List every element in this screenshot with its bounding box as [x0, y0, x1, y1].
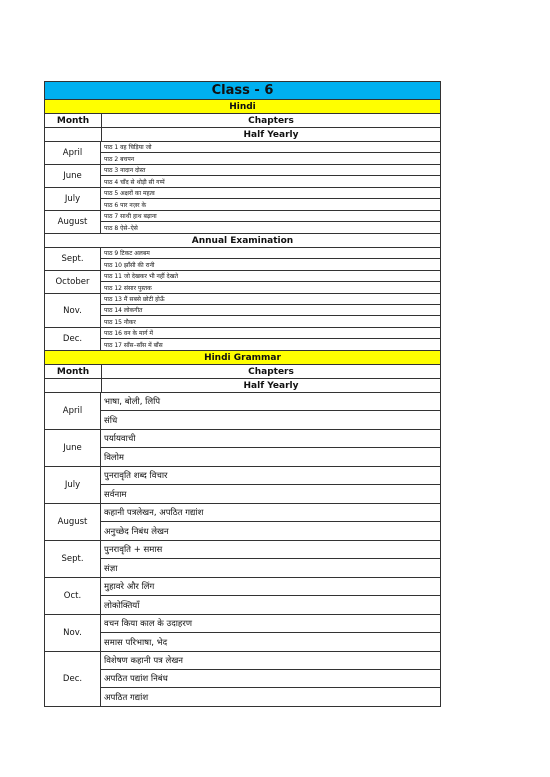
month-group: [44, 328, 441, 351]
chapter-cell: पाठ 9 टिकट अलबम: [101, 248, 440, 259]
chapters-header: Chapters: [248, 366, 294, 377]
chapter-cell: कहानी पत्रलेखन, अपठित गद्यांश: [101, 504, 440, 522]
grammar-heading: Hindi Grammar: [44, 351, 441, 365]
month-group: [44, 271, 441, 294]
month-cell: Dec.: [45, 652, 101, 706]
hindi-column-header: [44, 114, 441, 128]
month-group: [44, 188, 441, 211]
chapter-cell: पाठ 17 साँस–साँस में बाँस: [104, 341, 163, 349]
hindi-annual-groups: [44, 248, 441, 351]
chapter-cell: पाठ 11 जो देखकर भी नहीं देखते: [101, 271, 440, 282]
month-group: [44, 248, 441, 271]
chapter-cell: भाषा, बोली, लिपि: [101, 393, 440, 411]
chapter-cell: पाठ 5 अक्षरों का महत्व: [101, 188, 440, 199]
month-group: [44, 211, 441, 234]
month-group: [44, 504, 441, 541]
chapter-cell: पाठ 16 वन के मार्ग में: [101, 328, 440, 339]
month-group: [44, 430, 441, 467]
annual-exam-label: Annual Examination: [44, 234, 441, 248]
hindi-half-yearly-row: [44, 128, 441, 142]
chapter-cell: पाठ 8 ऐसे–ऐसे: [104, 224, 138, 232]
chapter-cell: पाठ 4 चाँद से थोड़ी सी गप्पें: [104, 178, 165, 186]
syllabus-sheet: [44, 81, 441, 707]
chapter-cell: पाठ 10 झाँसी की रानी: [104, 261, 155, 269]
chapter-cell: संज्ञा: [104, 563, 118, 574]
month-group: [44, 165, 441, 188]
chapter-cell: पर्यायवाची: [101, 430, 440, 448]
month-group: [44, 142, 441, 165]
hindi-half-yearly-groups: [44, 142, 441, 234]
month-cell: June: [45, 165, 101, 187]
grammar-column-header: [44, 365, 441, 379]
chapter-cell: अपठित पद्यांश निबंध: [101, 670, 440, 688]
chapter-cell: पाठ 2 बचपन: [104, 155, 135, 163]
chapter-cell: विलोम: [104, 452, 124, 463]
month-group: [44, 541, 441, 578]
chapter-cell: मुहावरे और लिंग: [101, 578, 440, 596]
chapter-cell: पुनरावृति शब्द विचार: [101, 467, 440, 485]
month-cell: April: [45, 393, 101, 429]
chapter-cell: पाठ 14 लोकगीत: [101, 305, 440, 316]
chapter-cell: लोकोक्तियाँ: [104, 600, 140, 611]
chapter-cell: अपठित गद्यांश: [104, 692, 149, 703]
month-cell: Sept.: [45, 541, 101, 577]
chapter-cell: सर्वनाम: [104, 489, 127, 500]
month-cell: October: [45, 271, 101, 293]
month-group: [44, 393, 441, 430]
month-header: Month: [45, 365, 102, 378]
chapter-cell: पाठ 1 वह चिड़िया जो: [101, 142, 440, 153]
chapter-cell: वचन किया काल के उदाहरण: [101, 615, 440, 633]
month-group: [44, 467, 441, 504]
month-cell: July: [45, 467, 101, 503]
month-cell: Sept.: [45, 248, 101, 270]
chapters-header: Chapters: [248, 115, 294, 126]
chapter-cell: संधि: [104, 415, 118, 426]
month-cell: Oct.: [45, 578, 101, 614]
month-cell: Nov.: [45, 294, 101, 327]
chapter-cell: पाठ 15 नौकर: [104, 318, 136, 326]
month-cell: Dec.: [45, 328, 101, 350]
chapter-cell: विशेषण कहानी पत्र लेखन: [101, 652, 440, 670]
class-title: Class - 6: [44, 81, 441, 100]
chapter-cell: पाठ 6 पार नज़र के: [104, 201, 147, 209]
month-cell: April: [45, 142, 101, 164]
grammar-groups: [44, 393, 441, 707]
chapter-cell: पाठ 13 मैं सबसे छोटी होऊँ: [101, 294, 440, 305]
month-header: Month: [45, 114, 102, 127]
chapter-cell: पुनरावृति + समास: [101, 541, 440, 559]
month-cell: August: [45, 504, 101, 540]
month-group: [44, 578, 441, 615]
half-yearly-label: Half Yearly: [243, 380, 299, 391]
month-group: [44, 652, 441, 707]
month-cell: August: [45, 211, 101, 233]
chapter-cell: पाठ 12 संसार पुस्तक: [104, 284, 152, 292]
chapter-cell: अनुच्छेद निबंध लेखन: [104, 526, 169, 537]
month-group: [44, 615, 441, 652]
grammar-half-yearly-row: [44, 379, 441, 393]
hindi-heading: Hindi: [44, 100, 441, 114]
month-cell: June: [45, 430, 101, 466]
month-group: [44, 294, 441, 328]
half-yearly-label: Half Yearly: [243, 129, 299, 140]
chapter-cell: पाठ 3 नादान दोस्त: [101, 165, 440, 176]
chapter-cell: पाठ 7 साथी हाथ बढ़ाना: [101, 211, 440, 222]
month-cell: July: [45, 188, 101, 210]
month-cell: Nov.: [45, 615, 101, 651]
chapter-cell: समास परिभाषा, भेद: [104, 637, 168, 648]
